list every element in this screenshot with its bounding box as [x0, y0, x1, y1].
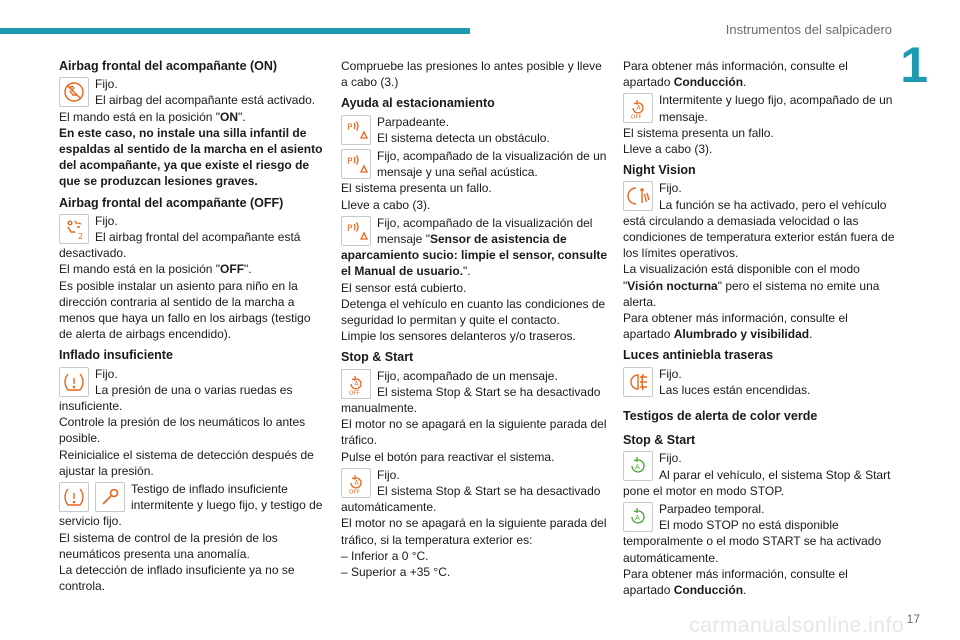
tire-pressure-icon — [59, 482, 89, 512]
warning-entry: Fijo. El airbag del acompañante está activado. — [59, 76, 327, 108]
safety-warning: En este caso, no instale una silla infantil de espaldas al sentido de la marcha en el asiento del acompañante, ya que existe el riesgo de que se produzcan lesiones graves. — [59, 125, 323, 189]
header-accent-bar — [0, 28, 470, 34]
stop-start-off-icon — [623, 93, 653, 123]
svg-text:OFF: OFF — [631, 114, 642, 121]
warning-entry: A OFF Fijo, acompañado de un mensaje. El sistema Stop & Start se ha desactivado manualmente. — [341, 368, 601, 416]
warning-entry: Fijo. La función se ha activado, pero el vehículo está circulando a demasiada velocidad o las condiciones de temperatura exterior están fuera de los límites operativos. — [623, 181, 895, 261]
svg-text:A: A — [636, 104, 641, 112]
warning-entry: P Parpadeante. El sistema detecta un obstáculo. — [341, 114, 609, 146]
svg-text:A: A — [635, 514, 640, 523]
svg-text:OFF: OFF — [349, 390, 360, 396]
stop-start-off-icon — [341, 369, 371, 399]
svg-text:OFF: OFF — [349, 489, 360, 495]
warning-entry: P Fijo, acompañado de la visualización del mensaje "Sensor de asistencia de aparcamiento sucio: limpie el sensor, consulte el Manual de usuario.". — [341, 215, 608, 279]
warning-entry: A Parpadeo temporal. El modo STOP no está disponible temporalmente o el modo START se ha activado automáticamente. — [623, 502, 882, 565]
column-1: Airbag frontal del acompañante (ON) Fijo. El airbag del acompañante está activado. El mando está en la posición "ON". En este caso, no instale una silla infantil de espaldas al sentido de la marcha en el asiento del acompañante, ya que existe el riesgo de que se produzcan lesiones graves. Airbag frontal del acompañante (OFF) 2 Fijo. El airbag frontal del acompañante está desactivado. El mando está en la posición "OFF". Es posible instalar un asiento para niño en la dirección contraria al sentido de la marcha a menos que haya un fallo en los airbags (testigo de alerta de airbags encendido). Inflado insuficiente Fijo. La presión de una o varias ruedas es insuficiente. Controle la presión de los neumáticos lo antes posible. Reinicialice el sistema de detección después de ajustar la presión. Testigo de inflado insuficiente intermitente y luego fijo, y testigo de servicio fijo. El sistema de control de la presión de los neumáticos presenta una anomalía. La detección de inflado insuficiente ya no se controla. — [59, 58, 327, 595]
watermark: carmanualsonline.info — [689, 614, 904, 637]
stop-start-on-icon — [623, 502, 653, 532]
airbag-off-icon — [59, 214, 89, 244]
warning-entry: Fijo. La presión de una o varias ruedas es insuficiente. — [59, 366, 293, 414]
parking-sensor-icon — [341, 149, 371, 179]
warning-entry: A OFF Fijo. El sistema Stop & Start se ha desactivado automáticamente. — [341, 467, 601, 515]
stop-start-off-icon — [341, 468, 371, 498]
section-title: Stop & Start — [341, 350, 414, 365]
warning-entry: A Fijo. Al parar el vehículo, el sistema Stop & Start pone el motor en modo STOP. — [623, 451, 891, 498]
section-title: Inflado insuficiente — [59, 348, 173, 363]
svg-text:A: A — [354, 479, 359, 487]
page-number: 17 — [906, 612, 920, 626]
svg-text:A: A — [635, 463, 640, 472]
svg-text:P: P — [347, 157, 353, 168]
chapter-number: 1 — [900, 37, 928, 93]
stop-start-on-icon — [623, 451, 653, 481]
night-vision-icon — [623, 181, 653, 211]
section-title: Testigos de alerta de color verde — [623, 409, 818, 424]
section-title: Luces antiniebla traseras — [623, 348, 774, 363]
section-title: Night Vision — [623, 163, 696, 178]
parking-sensor-icon — [341, 115, 371, 145]
section-title: Airbag frontal del acompañante (OFF) — [59, 195, 284, 210]
svg-text:A: A — [354, 380, 359, 388]
parking-sensor-icon — [341, 216, 371, 246]
rear-fog-light-icon — [623, 367, 653, 397]
section-title: Stop & Start — [623, 433, 696, 448]
svg-text:P: P — [347, 223, 353, 234]
warning-entry: 2 Fijo. El airbag frontal del acompañante está desactivado. — [59, 213, 301, 261]
warning-entry: P Fijo, acompañado de la visualización de un mensaje y una señal acústica. — [341, 148, 609, 180]
section-title: Ayuda al estacionamiento — [341, 96, 495, 111]
column-3: Para obtener más información, consulte el apartado Conducción. A OFF Intermitente y luego fijo, acompañado de un mensaje. El sistema presenta un fallo. Lleve a cabo (3). Night Vision Fijo. La función se ha activado, pero el vehículo está circulando a demasiada velocidad o las condiciones de temperatura exterior están fuera de los límites operativos. La visualización está disponible con el modo "Visión nocturna" pero el sistema no emite una alerta. Para obtener más información, consulte el apartado Alumbrado y visibilidad. Luces antiniebla traseras Fijo. Las luces están encendidas. Testigos de alerta de color verde Stop & Start A Fijo. Al parar el vehículo, el sistema Stop & Start pone el motor en modo STOP. A Parpadeo temporal. El modo STOP no está disponible temporalmente o el modo START se ha activado automáticamente. Para obtener más información, consulte el apartado Conducción. — [623, 59, 895, 598]
warning-entry: Fijo. Las luces están encendidas. — [623, 366, 895, 398]
tire-pressure-icon — [59, 367, 89, 397]
warning-entry: A OFF Intermitente y luego fijo, acompañado de un mensaje. — [623, 92, 895, 124]
section-title: Airbag frontal del acompañante (ON) — [59, 59, 278, 73]
svg-text:P: P — [347, 122, 353, 133]
service-wrench-icon — [95, 482, 125, 512]
column-2: Compruebe las presiones lo antes posible y lleve a cabo (3.) Ayuda al estacionamiento P Parpadeante. El sistema detecta un obstáculo. P Fijo, acompañado de la visualización de un mensaje y una señal acústica. El sistema presenta un fallo. Lleve a cabo (3). P Fijo, acompañado de la visualización del mensaje "Sensor de asistencia de aparcamiento sucio: limpie el sensor, consulte el Manual de usuario.". El sensor está cubierto. Detenga el vehículo en cuanto las condiciones de seguridad lo permitan y quite el contacto. Limpie los sensores delanteros y/o traseros. Stop & Start A OFF Fijo, acompañado de un mensaje. El sistema Stop & Start se ha desactivado manualmente. El motor no se apagará en la siguiente parada del tráfico. Pulse el botón para reactivar el sistema. A OFF Fijo. El sistema Stop & Start se ha desactivado automáticamente. El motor no se apagará en la siguiente parada del tráfico, si la temperatura exterior es: – Inferior a 0 °C. – Superior a +35 °C. — [341, 59, 608, 580]
warning-entry: Testigo de inflado insuficiente intermitente y luego fijo, y testigo de servicio fijo. — [59, 482, 323, 529]
airbag-on-icon — [59, 77, 89, 107]
svg-text:2: 2 — [78, 231, 84, 241]
page-header-title: Instrumentos del salpicadero — [725, 22, 892, 37]
